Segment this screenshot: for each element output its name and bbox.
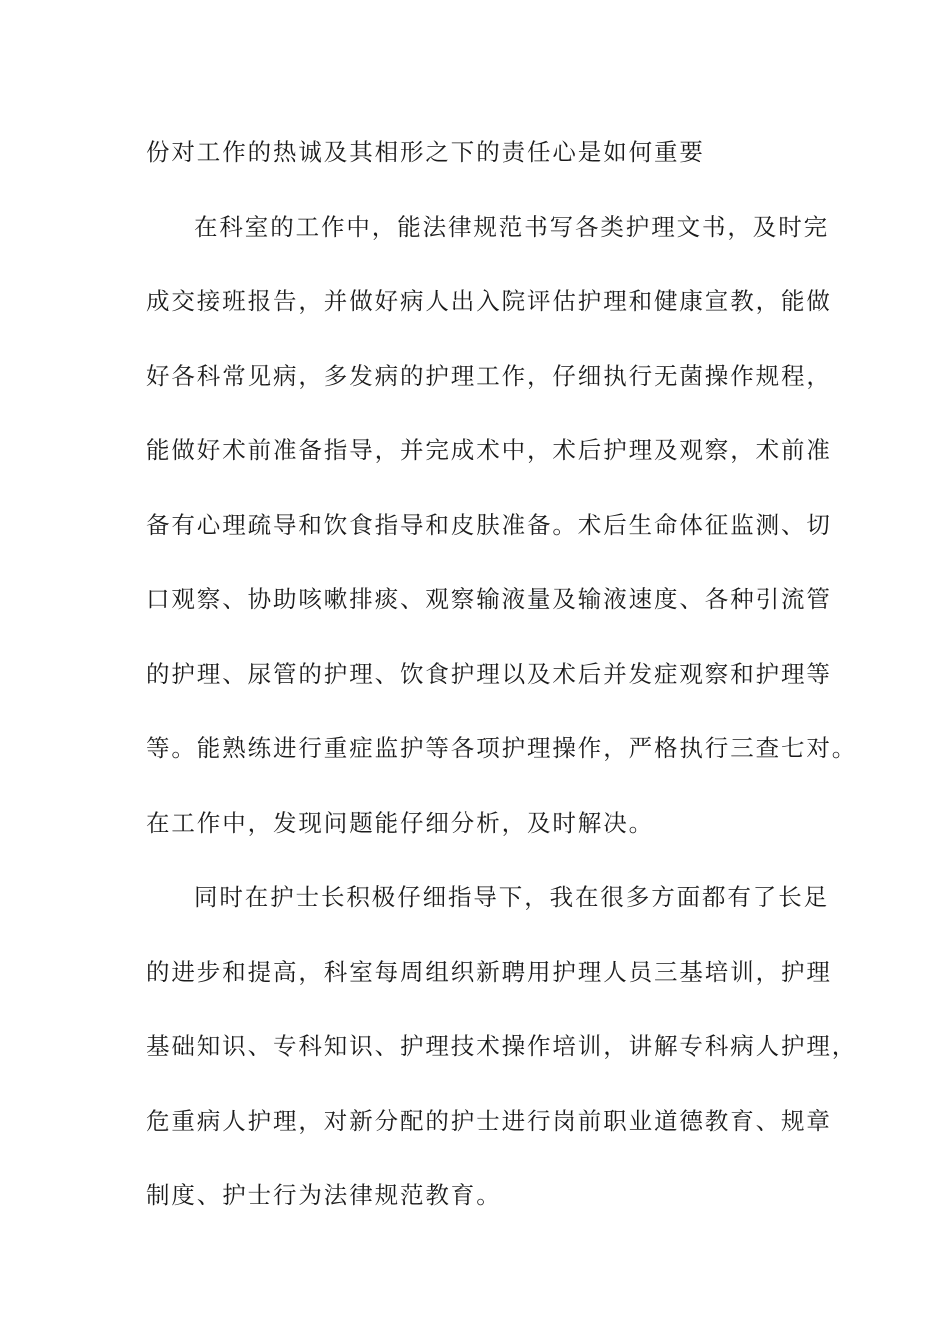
paragraph-3-line-5: 制度、护士行为法律规范教育。 — [146, 1181, 502, 1209]
paragraph-2-line-6: 口观察、协助咳嗽排痰、观察输液量及输液速度、各种引流管 — [146, 585, 832, 613]
paragraph-3-line-3: 基础知识、专科知识、护理技术操作培训，讲解专科病人护理， — [146, 1032, 858, 1060]
paragraph-2-line-7: 的护理、尿管的护理、饮食护理以及术后并发症观察和护理等 — [146, 660, 832, 688]
paragraph-2-line-8: 等。能熟练进行重症监护等各项护理操作，严格执行三查七对。 — [146, 734, 858, 762]
paragraph-2-line-2: 成交接班报告，并做好病人出入院评估护理和健康宣教，能做 — [146, 287, 832, 315]
paragraph-3-line-4: 危重病人护理，对新分配的护士进行岗前职业道德教育、规章 — [146, 1107, 832, 1135]
paragraph-2-line-3: 好各科常见病，多发病的护理工作，仔细执行无菌操作规程， — [146, 362, 832, 390]
paragraph-3-line-1: 同时在护士长积极仔细指导下，我在很多方面都有了长足 — [194, 883, 829, 911]
paragraph-2-line-4: 能做好术前准备指导，并完成术中，术后护理及观察，术前准 — [146, 436, 832, 464]
paragraph-3-line-2: 的进步和提高，科室每周组织新聘用护理人员三基培训，护理 — [146, 958, 832, 986]
paragraph-2-line-1: 在科室的工作中，能法律规范书写各类护理文书，及时完 — [194, 213, 829, 241]
text-line-1: 份对工作的热诚及其相形之下的责任心是如何重要 — [146, 138, 705, 166]
paragraph-2-line-9: 在工作中，发现问题能仔细分析，及时解决。 — [146, 809, 654, 837]
paragraph-2-line-5: 备有心理疏导和饮食指导和皮肤准备。术后生命体征监测、切 — [146, 511, 832, 539]
